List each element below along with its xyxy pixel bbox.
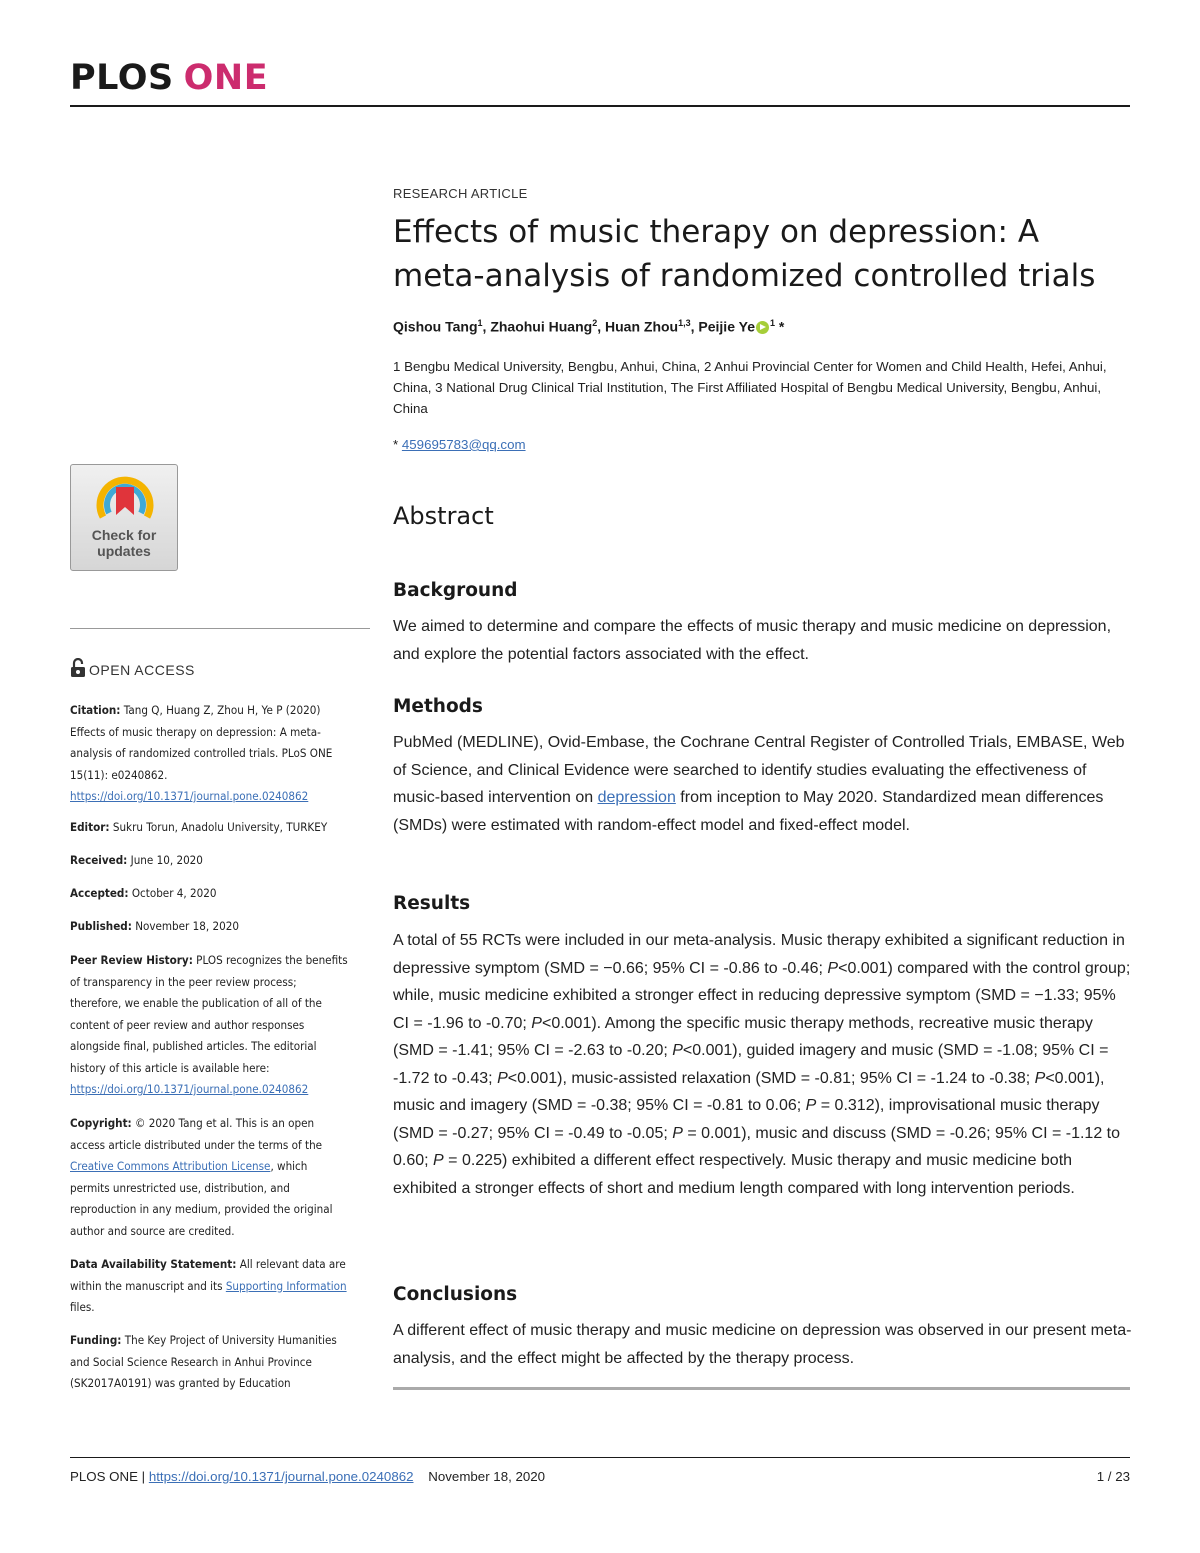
copyright-block: Copyright: © 2020 Tang et al. This is an open access article distributed under the terms of the Creative Commons Attribution License, which permits unrestricted use, distribution, and reproduction in any medium, provided the original author and source are credited.	[70, 1117, 333, 1238]
logo-one: ONE	[183, 58, 269, 98]
email-link[interactable]: 459695783@qq.com	[401, 437, 526, 452]
footer-doi-link[interactable]: https://doi.org/10.1371/journal.pone.0240862	[148, 1469, 414, 1484]
open-access-label: OPEN ACCESS	[89, 662, 195, 678]
results-heading: Results	[393, 893, 471, 914]
email-star: *	[393, 437, 399, 452]
footer: PLOS ONE | https://doi.org/10.1371/journal.pone.0240862 November 18, 2020	[70, 1469, 546, 1484]
author-list: Qishou Tang$^1$, Zhaohui Huang$^2$, Huan Zhou$^{1,3}$, Peijie Ye $^1$ *	[393, 318, 785, 335]
data-availability-block: Data Availability Statement: All relevant data are within the manuscript and its Supporting Information files.	[70, 1258, 347, 1314]
page-number: 1 / 23	[1096, 1469, 1130, 1484]
results-text: A total of 55 RCTs were included in our meta-analysis. Music therapy exhibited a significant reduction in depressive symptom (SMD = −0.66; 95% CI = -0.86 to -0.46; P<0.001) compared with the control group; while, music medicine exhibited a stronger effect in reducing depressive symptom (SMD = −1.33; 95% CI = -1.96 to -0.70; P<0.001). Among the specific music therapy methods, recreative music therapy (SMD = -1.41; 95% CI = -2.63 to -0.20; P<0.001), guided imagery and music (SMD = -1.08; 95% CI = -1.72 to -0.43; P<0.001), music-assisted relaxation (SMD = -0.81; 95% CI = -1.24 to -0.38; P<0.001), music and imagery (SMD = -0.38; 95% CI = -0.81 to 0.06; P = 0.312), improvisational music therapy (SMD = -0.27; 95% CI = -0.49 to -0.05; P = 0.001), music and discuss (SMD = -0.26; 95% CI = -1.12 to 0.60; P = 0.225) exhibited a different effect respectively. Music therapy and music medicine both exhibited a stronger effects of short and medium length compared with long intervention periods.	[393, 932, 1131, 1197]
crossmark-icon	[95, 473, 155, 531]
footer-date: November 18, 2020	[428, 1469, 546, 1484]
methods-text: PubMed (MEDLINE), Ovid-Embase, the Cochrane Central Register of Controlled Trials, EMBASE, Web of Science, and Clinical Evidence were searched to identify studies evaluating the effectiveness of music-based intervention on depression from inception to May 2020. Standardized mean differences (SMDs) were estimated with random-effect model and fixed-effect model.	[393, 734, 1125, 834]
abstract-divider	[393, 1387, 1130, 1390]
abstract-heading: Abstract	[393, 502, 494, 530]
orcid-icon[interactable]	[756, 321, 769, 334]
supporting-information-link[interactable]: Supporting Information	[225, 1279, 347, 1293]
check-for-updates-button[interactable]	[70, 464, 178, 571]
article-type: RESEARCH ARTICLE	[393, 186, 528, 201]
published-block: Published: November 18, 2020	[70, 920, 239, 933]
corresponding-author-mark: *	[778, 318, 785, 335]
author-affiliation-ref: 1	[769, 318, 775, 328]
plos-one-logo[interactable]	[70, 58, 268, 98]
footer-divider	[70, 1457, 1130, 1458]
citation-doi-link[interactable]: https://doi.org/10.1371/journal.pone.0240862	[70, 790, 309, 803]
open-access-badge	[70, 658, 195, 678]
author-name[interactable]: Peijie Ye	[698, 318, 755, 335]
sidebar-divider	[70, 628, 370, 629]
article-title: Effects of music therapy on depression: A meta-analysis of randomized controlled trials	[393, 214, 1096, 294]
background-heading: Background	[393, 580, 518, 601]
author-name[interactable]: Zhaohui Huang	[490, 318, 593, 335]
received-block: Received: June 10, 2020	[70, 854, 203, 867]
editor-block: Editor: Sukru Torun, Anadolu University, TURKEY	[70, 821, 328, 834]
conclusions-heading: Conclusions	[393, 1284, 518, 1305]
depression-link[interactable]: depression	[597, 789, 676, 806]
author-name[interactable]: Huan Zhou	[605, 318, 679, 335]
corresponding-email	[393, 437, 526, 452]
author-affiliation-ref: 1	[477, 318, 483, 328]
author-name[interactable]: Qishou Tang	[393, 318, 478, 335]
author-affiliation-ref: 1,3	[678, 318, 691, 328]
funding-block: Funding: The Key Project of University Humanities and Social Science Research in Anhui Province (SK2017A0191) was granted by Education	[70, 1334, 337, 1390]
background-text: We aimed to determine and compare the effects of music therapy and music medicine on depression, and explore the potential factors associated with the effect.	[393, 618, 1112, 663]
peer-review-link[interactable]: https://doi.org/10.1371/journal.pone.0240862	[70, 1083, 309, 1096]
open-lock-icon	[70, 658, 86, 678]
affiliations: 1 Bengbu Medical University, Bengbu, Anhui, China, 2 Anhui Provincial Center for Women and Child Health, Hefei, Anhui, China, 3 National Drug Clinical Trial Institution, The First Affiliated Hospital of Bengbu Medical University, Bengbu, Anhui, China	[393, 359, 1107, 416]
license-link[interactable]: Creative Commons Attribution License	[70, 1160, 271, 1173]
header-divider	[70, 105, 1130, 107]
accepted-block: Accepted: October 4, 2020	[70, 887, 217, 900]
check-for-updates-label: Check for updates	[91, 527, 157, 559]
peer-review-block: Peer Review History: PLOS recognizes the benefits of transparency in the peer review process; therefore, we enable the publication of all of the content of peer review and author responses alongside final, published articles. The editorial history of this article is available here: https://doi.org/10.1371/journal.pone.0240862	[70, 954, 348, 1096]
footer-journal: PLOS ONE	[70, 1469, 138, 1484]
conclusions-text: A different effect of music therapy and music medicine on depression was observed in our present meta-analysis, and the effect might be affected by the therapy process.	[393, 1322, 1132, 1367]
logo-plos: PLOS	[70, 58, 174, 98]
author-affiliation-ref: 2	[592, 318, 598, 328]
methods-heading: Methods	[393, 696, 483, 717]
citation-block: Citation: Tang Q, Huang Z, Zhou H, Ye P (2020) Effects of music therapy on depression: A meta-analysis of randomized controlled trials. PLoS ONE 15(11): e0240862. https://doi.org/10.1371/journal.pone.0240862	[70, 704, 333, 803]
